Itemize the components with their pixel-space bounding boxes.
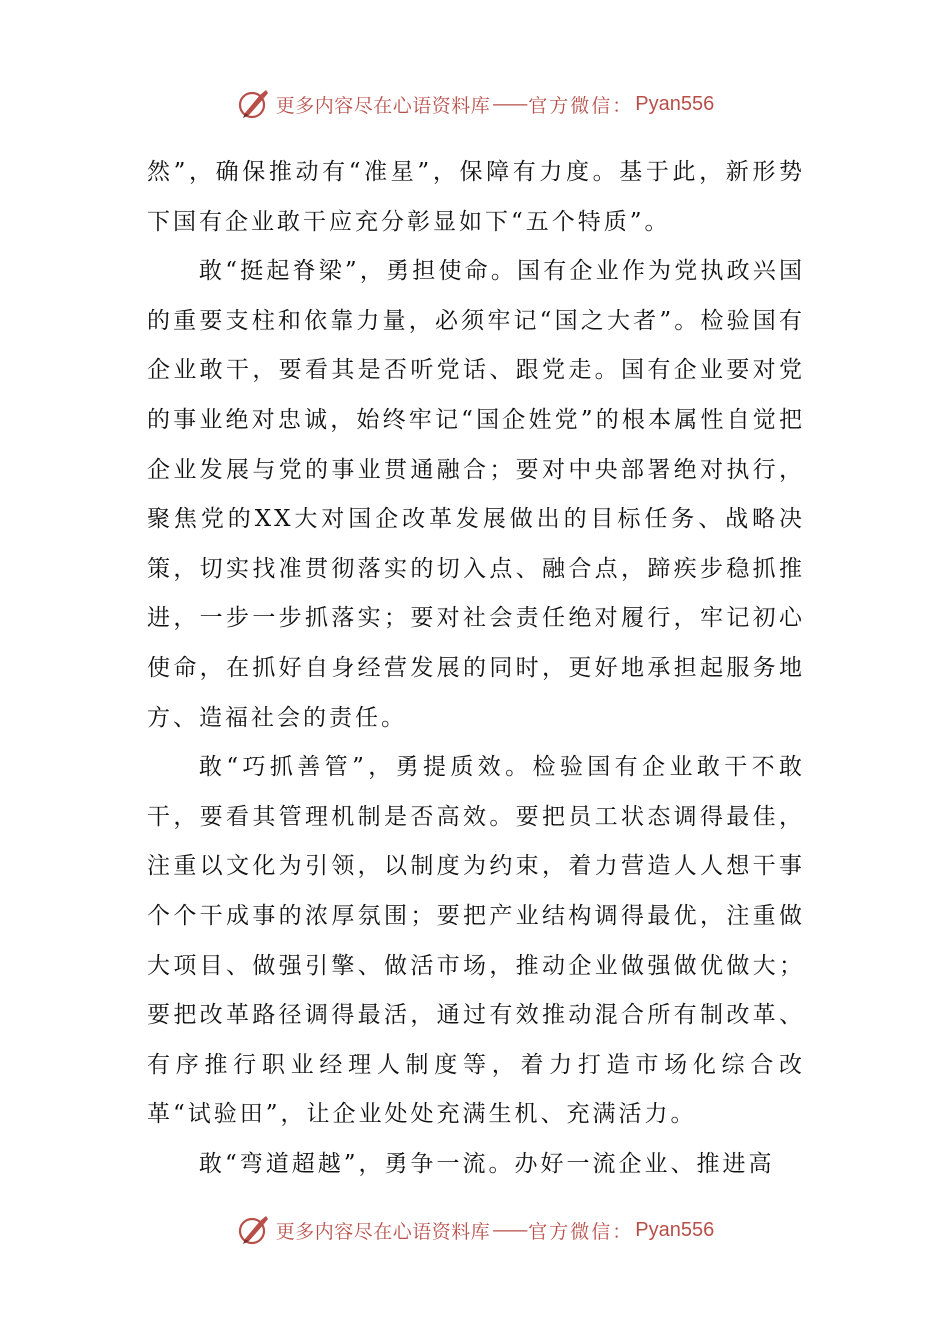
pen-circle-logo-icon xyxy=(236,1212,272,1248)
paragraph-overtake-first-class: 敢“弯道超越”，勇争一流。办好一流企业、推进高 xyxy=(199,1150,775,1177)
banner-wechat-id: Pyan556 xyxy=(635,92,715,115)
banner-dash: —— xyxy=(492,93,527,115)
footer-watermark-banner xyxy=(0,1208,950,1252)
banner-dash: —— xyxy=(492,1219,527,1241)
banner-wechat-label: 官方微信： xyxy=(528,94,634,117)
document-body xyxy=(147,148,805,1189)
banner-wechat-id: Pyan556 xyxy=(635,1218,715,1241)
paragraph-management-efficiency: 敢“巧抓善管”，勇提质效。检验国有企业敢干不敢干，要看其管理机制是否高效。要把员工状态调得最佳，注重以文化为引领，以制度为约束，着力营造人人想干事个个干成事的浓厚氛围；要把产业结构调得最优，注重做大项目、做强引擎、做活市场，推动企业做强做优做大；要把改革路径调得最活，通过有效推动混合所有制改革、有序推行职业经理人制度等，着力打造市场化综合改革“试验田”，让企业处处充满生机、充满活力。 xyxy=(147,754,805,1128)
banner-text: 更多内容尽在心语资料库 xyxy=(275,94,491,117)
pen-circle-logo-icon xyxy=(236,86,272,122)
paragraph-backbone-mission: 敢“挺起脊梁”，勇担使命。国有企业作为党执政兴国的重要支柱和依靠力量，必须牢记“国之大者”。检验国有企业敢干，要看其是否听党话、跟党走。国有企业要对党的事业绝对忠诚，始终牢记“国企姓党”的根本属性自觉把企业发展与党的事业贯通融合；要对中央部署绝对执行，聚焦党的XX大对国企改革发展做出的目标任务、战略决策，切实找准贯彻落实的切入点、融合点，蹄疾步稳抓推进，一步一步抓落实；要对社会责任绝对履行，牢记初心使命，在抓好自身经营发展的同时，更好地承担起服务地方、造福社会的责任。 xyxy=(147,258,805,731)
paragraph-continuation: 然”，确保推动有“准星”，保障有力度。基于此，新形势下国有企业敢干应充分彰显如下“五个特质”。 xyxy=(147,159,805,235)
header-watermark-banner xyxy=(0,82,950,126)
banner-wechat-label: 官方微信： xyxy=(528,1220,634,1243)
banner-text: 更多内容尽在心语资料库 xyxy=(275,1220,491,1243)
